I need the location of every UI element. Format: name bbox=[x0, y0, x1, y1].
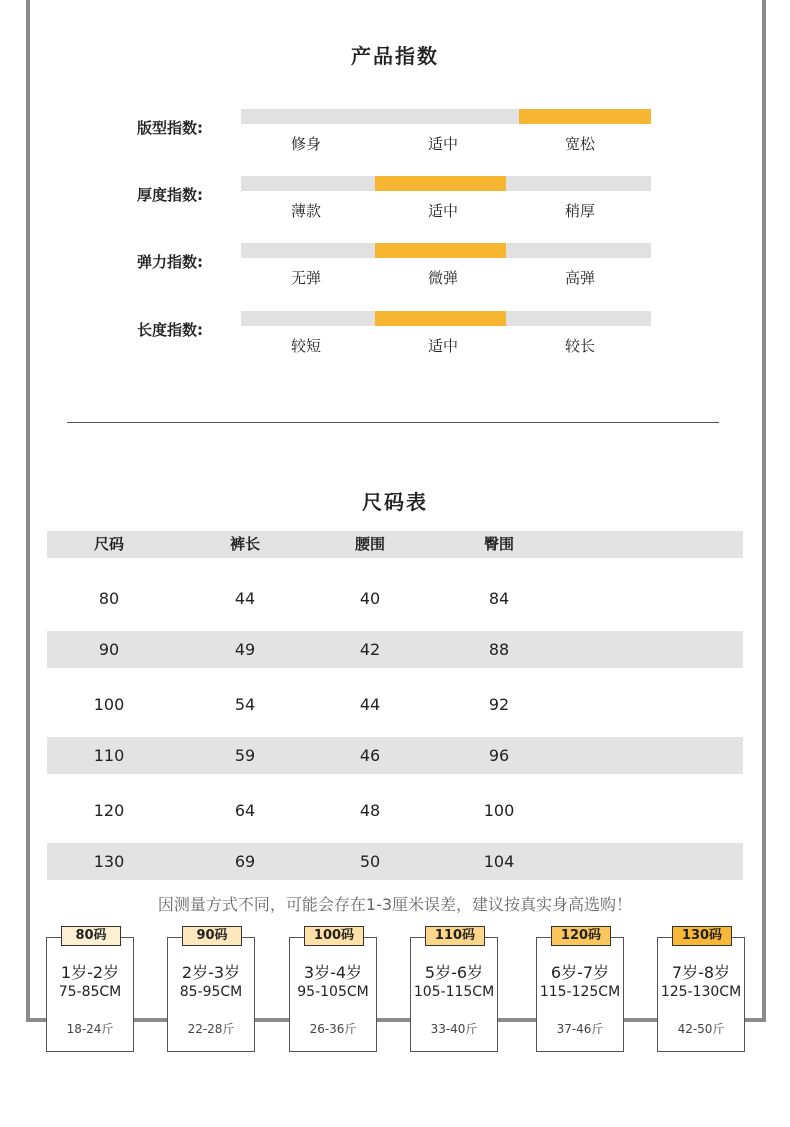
frame-bottom-border bbox=[26, 1018, 766, 1022]
weight-range: 18-24斤 bbox=[66, 1022, 114, 1036]
size-tag: 110码 bbox=[425, 926, 485, 946]
section-divider bbox=[67, 422, 719, 423]
table-header-row bbox=[47, 531, 743, 558]
size-tag: 130码 bbox=[672, 926, 732, 946]
table-header-cell: 臀围 bbox=[483, 535, 514, 553]
index-option: 稍厚 bbox=[564, 202, 595, 220]
index-option: 适中 bbox=[427, 202, 458, 220]
weight-range: 33-40斤 bbox=[430, 1022, 478, 1036]
index-label: 弹力指数: bbox=[137, 253, 203, 271]
table-cell: 42 bbox=[359, 640, 381, 659]
index-option: 薄款 bbox=[290, 202, 321, 220]
index-option: 适中 bbox=[427, 135, 458, 153]
table-row bbox=[47, 737, 743, 774]
table-row bbox=[47, 843, 743, 880]
weight-range: 22-28斤 bbox=[187, 1022, 235, 1036]
table-cell: 50 bbox=[359, 852, 381, 871]
weight-range: 42-50斤 bbox=[677, 1022, 725, 1036]
index-option: 适中 bbox=[427, 337, 458, 355]
table-cell: 64 bbox=[234, 801, 256, 820]
table-cell: 80 bbox=[98, 589, 120, 608]
table-cell: 49 bbox=[234, 640, 256, 659]
index-label: 长度指数: bbox=[137, 321, 203, 339]
size-tag: 100码 bbox=[304, 926, 364, 946]
index-fill bbox=[519, 109, 651, 124]
index-option: 高弹 bbox=[564, 269, 595, 287]
table-cell: 100 bbox=[483, 801, 515, 820]
size-tag: 90码 bbox=[182, 926, 242, 946]
age-card bbox=[410, 928, 498, 1052]
age-range: 5岁-6岁 bbox=[424, 963, 484, 982]
age-range: 7岁-8岁 bbox=[671, 963, 731, 982]
table-header-cell: 腰围 bbox=[354, 535, 385, 553]
index-option: 修身 bbox=[290, 135, 321, 153]
table-cell: 69 bbox=[234, 852, 256, 871]
table-row bbox=[47, 580, 743, 617]
table-cell: 90 bbox=[98, 640, 120, 659]
table-cell: 44 bbox=[234, 589, 256, 608]
index-option: 微弹 bbox=[427, 269, 458, 287]
measurement-note: 因测量方式不同，可能会存在1-3厘米误差，建议按真实身高选购！ bbox=[157, 895, 633, 914]
table-cell: 48 bbox=[359, 801, 381, 820]
index-row bbox=[0, 311, 790, 371]
index-label: 厚度指数: bbox=[137, 186, 203, 204]
index-option: 宽松 bbox=[564, 135, 595, 153]
table-cell: 44 bbox=[359, 695, 381, 714]
weight-range: 26-36斤 bbox=[309, 1022, 357, 1036]
height-range: 95-105CM bbox=[297, 984, 369, 1000]
index-option: 较短 bbox=[290, 337, 321, 355]
table-cell: 88 bbox=[488, 640, 510, 659]
age-card bbox=[167, 928, 255, 1052]
age-card bbox=[289, 928, 377, 1052]
table-cell: 100 bbox=[93, 695, 125, 714]
height-range: 75-85CM bbox=[58, 984, 122, 1000]
table-row bbox=[47, 686, 743, 723]
index-row bbox=[0, 109, 790, 169]
age-range: 1岁-2岁 bbox=[60, 963, 120, 982]
table-cell: 96 bbox=[488, 746, 510, 765]
index-track bbox=[241, 109, 651, 124]
age-card bbox=[657, 928, 745, 1052]
index-option: 较长 bbox=[564, 337, 595, 355]
height-range: 105-115CM bbox=[413, 984, 495, 1000]
index-fill bbox=[375, 243, 506, 258]
table-cell: 92 bbox=[488, 695, 510, 714]
product-index-title: 产品指数 bbox=[351, 44, 439, 68]
weight-range: 37-46斤 bbox=[556, 1022, 604, 1036]
table-cell: 130 bbox=[93, 852, 125, 871]
table-cell: 46 bbox=[359, 746, 381, 765]
table-cell: 104 bbox=[483, 852, 515, 871]
index-track bbox=[241, 243, 651, 258]
index-track bbox=[241, 176, 651, 191]
index-label: 版型指数: bbox=[137, 119, 203, 137]
size-tag: 80码 bbox=[61, 926, 121, 946]
age-range: 6岁-7岁 bbox=[550, 963, 610, 982]
height-range: 115-125CM bbox=[539, 984, 621, 1000]
table-cell: 120 bbox=[93, 801, 125, 820]
table-cell: 40 bbox=[359, 589, 381, 608]
age-range: 3岁-4岁 bbox=[303, 963, 363, 982]
index-row bbox=[0, 176, 790, 236]
index-track bbox=[241, 311, 651, 326]
size-tag: 120码 bbox=[551, 926, 611, 946]
table-cell: 59 bbox=[234, 746, 256, 765]
table-header-cell: 裤长 bbox=[229, 535, 260, 553]
table-row bbox=[47, 631, 743, 668]
height-range: 85-95CM bbox=[179, 984, 243, 1000]
size-table-title: 尺码表 bbox=[362, 490, 428, 514]
index-fill bbox=[375, 176, 506, 191]
table-cell: 54 bbox=[234, 695, 256, 714]
index-fill bbox=[375, 311, 506, 326]
table-row bbox=[47, 792, 743, 829]
index-row bbox=[0, 243, 790, 303]
age-range: 2岁-3岁 bbox=[181, 963, 241, 982]
age-card bbox=[46, 928, 134, 1052]
height-range: 125-130CM bbox=[660, 984, 742, 1000]
table-header-cell: 尺码 bbox=[93, 535, 124, 553]
table-cell: 110 bbox=[93, 746, 125, 765]
age-card bbox=[536, 928, 624, 1052]
index-option: 无弹 bbox=[290, 269, 321, 287]
table-cell: 84 bbox=[488, 589, 510, 608]
